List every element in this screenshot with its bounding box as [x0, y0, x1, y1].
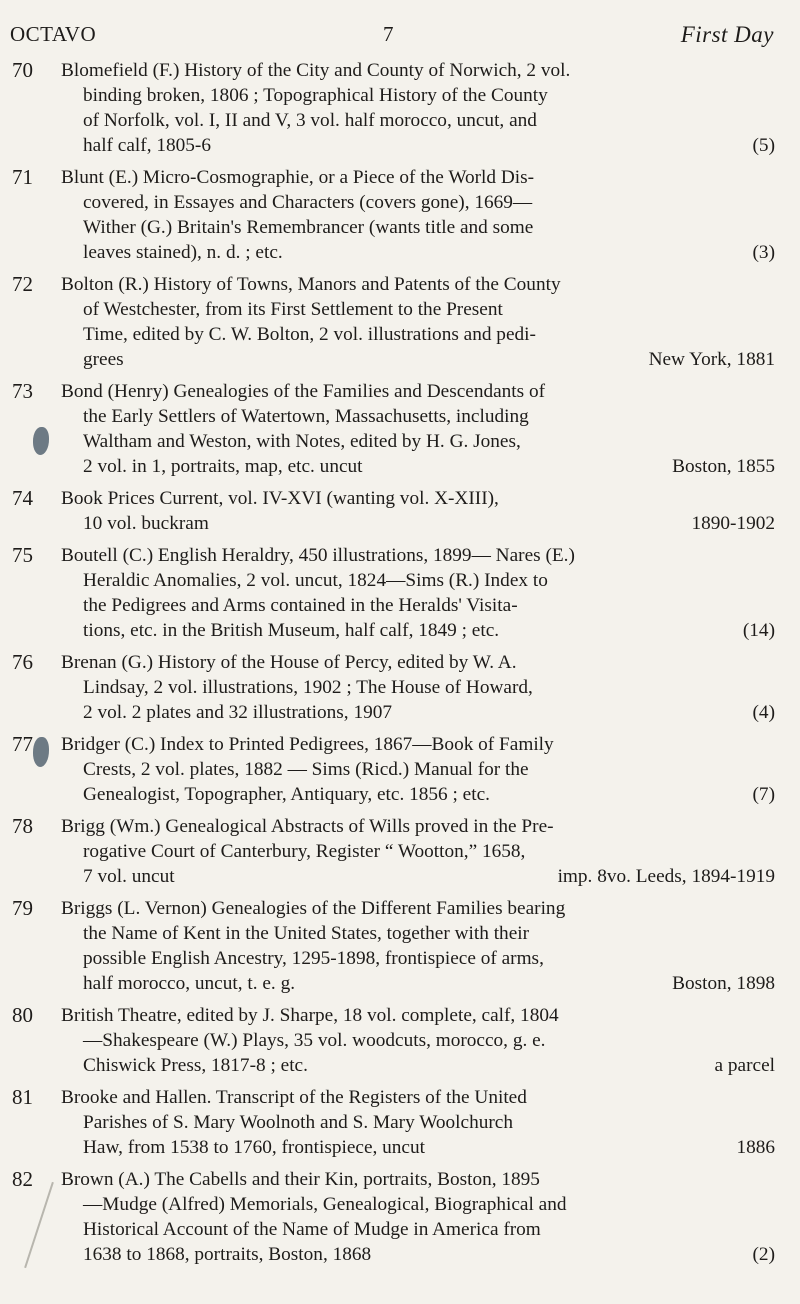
entry-line: Bolton (R.) History of Towns, Manors and Patents of the County	[61, 274, 561, 295]
catalogue-entry	[0, 1167, 800, 1267]
entry-line: Heraldic Anomalies, 2 vol. uncut, 1824—Sims (R.) Index to	[83, 570, 548, 591]
entry-description	[61, 165, 775, 265]
entry-line: Wither (G.) Britain's Remembrancer (wants title and some	[83, 217, 534, 238]
entry-line: Parishes of S. Mary Woolnoth and S. Mary Woolchurch	[83, 1112, 513, 1133]
entry-line: Briggs (L. Vernon) Genealogies of the Different Families bearing	[61, 898, 566, 919]
entry-line: half calf, 1805-6	[83, 135, 211, 156]
entry-description	[61, 650, 775, 725]
catalogue-entry	[0, 58, 800, 158]
lot-quantity: Boston, 1855	[672, 456, 775, 477]
entry-line: grees	[83, 349, 124, 370]
entry-description	[61, 272, 775, 372]
entry-line: covered, in Essayes and Characters (covers gone), 1669—	[83, 192, 533, 213]
catalogue-entry	[0, 814, 800, 889]
entry-line: Book Prices Current, vol. IV-XVI (wanting vol. X-XIII),	[61, 488, 499, 509]
entry-line: leaves stained), n. d. ; etc.	[83, 242, 283, 263]
entry-description	[61, 896, 775, 996]
entry-line: Brigg (Wm.) Genealogical Abstracts of Wills proved in the Pre-	[61, 816, 554, 837]
entry-line: Bridger (C.) Index to Printed Pedigrees, 1867—Book of Family	[61, 734, 554, 755]
lot-quantity: a parcel	[714, 1055, 775, 1076]
entry-last-line	[61, 1242, 775, 1267]
lot-quantity: New York, 1881	[648, 349, 775, 370]
lot-number: 77	[12, 732, 33, 756]
entry-line: the Name of Kent in the United States, together with their	[83, 923, 530, 944]
page-header	[10, 22, 774, 50]
entry-last-line	[61, 347, 775, 372]
format-label: OCTAVO	[10, 22, 97, 46]
lot-number: 70	[12, 58, 33, 82]
catalogue-entry	[0, 732, 800, 807]
entry-description	[61, 486, 775, 536]
entry-line: Genealogist, Topographer, Antiquary, etc. 1856 ; etc.	[83, 784, 490, 805]
entry-line: 10 vol. buckram	[83, 513, 209, 534]
lot-number: 75	[12, 543, 33, 567]
entry-line: possible English Ancestry, 1295-1898, frontispiece of arms,	[83, 948, 544, 969]
entry-line: Chiswick Press, 1817-8 ; etc.	[83, 1055, 308, 1076]
entry-line: Crests, 2 vol. plates, 1882 — Sims (Ricd.) Manual for the	[83, 759, 529, 780]
entry-description	[61, 814, 775, 889]
lot-number: 72	[12, 272, 33, 296]
entry-last-line	[61, 864, 775, 889]
entry-description	[61, 543, 775, 643]
catalogue-entry	[0, 1085, 800, 1160]
lot-number: 82	[12, 1167, 33, 1191]
lot-number: 78	[12, 814, 33, 838]
lot-quantity: Boston, 1898	[672, 973, 775, 994]
entry-line: Time, edited by C. W. Bolton, 2 vol. illustrations and pedi-	[83, 324, 536, 345]
entry-last-line	[61, 240, 775, 265]
lot-quantity: (2)	[752, 1244, 775, 1265]
entry-line: British Theatre, edited by J. Sharpe, 18 vol. complete, calf, 1804	[61, 1005, 559, 1026]
lot-number: 73	[12, 379, 33, 403]
entry-line: of Westchester, from its First Settlement to the Present	[83, 299, 503, 320]
entry-description	[61, 1003, 775, 1078]
catalogue-entry	[0, 896, 800, 996]
entry-line: —Shakespeare (W.) Plays, 35 vol. woodcuts, morocco, g. e.	[83, 1030, 546, 1051]
lot-quantity: (5)	[752, 135, 775, 156]
entry-last-line	[61, 133, 775, 158]
catalogue-entries	[0, 58, 800, 1274]
entry-line: 2 vol. 2 plates and 32 illustrations, 1907	[83, 702, 393, 723]
entry-line: binding broken, 1806 ; Topographical History of the County	[83, 85, 548, 106]
entry-line: Lindsay, 2 vol. illustrations, 1902 ; The House of Howard,	[83, 677, 533, 698]
lot-quantity: 1890-1902	[691, 513, 775, 534]
entry-line: the Early Settlers of Watertown, Massachusetts, including	[83, 406, 529, 427]
entry-line: Bond (Henry) Genealogies of the Families and Descendants of	[61, 381, 546, 402]
entry-last-line	[61, 782, 775, 807]
entry-line: of Norfolk, vol. I, II and V, 3 vol. half morocco, uncut, and	[83, 110, 537, 131]
entry-description	[61, 1085, 775, 1160]
entry-line: Brooke and Hallen. Transcript of the Registers of the United	[61, 1087, 527, 1108]
entry-last-line	[61, 971, 775, 996]
lot-quantity: (3)	[752, 242, 775, 263]
entry-line: Waltham and Weston, with Notes, edited by H. G. Jones,	[83, 431, 521, 452]
entry-line: tions, etc. in the British Museum, half calf, 1849 ; etc.	[83, 620, 500, 641]
entry-line: Historical Account of the Name of Mudge in America from	[83, 1219, 541, 1240]
lot-number: 76	[12, 650, 33, 674]
entry-line: —Mudge (Alfred) Memorials, Genealogical, Biographical and	[83, 1194, 567, 1215]
lot-quantity: (7)	[752, 784, 775, 805]
lot-number: 71	[12, 165, 33, 189]
lot-quantity: 1886	[736, 1137, 775, 1158]
lot-number: 81	[12, 1085, 33, 1109]
entry-line: the Pedigrees and Arms contained in the Heralds' Visita-	[83, 595, 518, 616]
entry-line: rogative Court of Canterbury, Register “ Wootton,” 1658,	[83, 841, 526, 862]
catalogue-entry	[0, 379, 800, 479]
entry-last-line	[61, 1135, 775, 1160]
entry-line: Blunt (E.) Micro-Cosmographie, or a Piece of the World Dis-	[61, 167, 535, 188]
entry-line: Haw, from 1538 to 1760, frontispiece, uncut	[83, 1137, 425, 1158]
entry-last-line	[61, 618, 775, 643]
entry-line: 7 vol. uncut	[83, 866, 175, 887]
lot-quantity: imp. 8vo. Leeds, 1894-1919	[557, 866, 775, 887]
entry-line: Boutell (C.) English Heraldry, 450 illustrations, 1899— Nares (E.)	[61, 545, 575, 566]
lot-number: 80	[12, 1003, 33, 1027]
entry-last-line	[61, 1053, 775, 1078]
entry-description	[61, 379, 775, 479]
catalogue-entry	[0, 650, 800, 725]
catalogue-entry	[0, 1003, 800, 1078]
catalogue-entry	[0, 165, 800, 265]
entry-line: 1638 to 1868, portraits, Boston, 1868	[83, 1244, 372, 1265]
entry-description	[61, 732, 775, 807]
lot-quantity: (14)	[742, 620, 775, 641]
entry-description	[61, 1167, 775, 1267]
catalogue-entry	[0, 272, 800, 372]
entry-line: Blomefield (F.) History of the City and County of Norwich, 2 vol.	[61, 60, 571, 81]
entry-last-line	[61, 454, 775, 479]
page-number: 7	[383, 22, 394, 46]
catalogue-entry	[0, 486, 800, 536]
lot-number: 74	[12, 486, 33, 510]
sale-day-label: First Day	[680, 22, 774, 47]
entry-line: half morocco, uncut, t. e. g.	[83, 973, 296, 994]
entry-line: Brenan (G.) History of the House of Percy, edited by W. A.	[61, 652, 517, 673]
lot-number: 79	[12, 896, 33, 920]
lot-quantity: (4)	[752, 702, 775, 723]
entry-line: Brown (A.) The Cabells and their Kin, portraits, Boston, 1895	[61, 1169, 540, 1190]
entry-description	[61, 58, 775, 158]
catalogue-entry	[0, 543, 800, 643]
entry-line: 2 vol. in 1, portraits, map, etc. uncut	[83, 456, 363, 477]
entry-last-line	[61, 511, 775, 536]
entry-last-line	[61, 700, 775, 725]
